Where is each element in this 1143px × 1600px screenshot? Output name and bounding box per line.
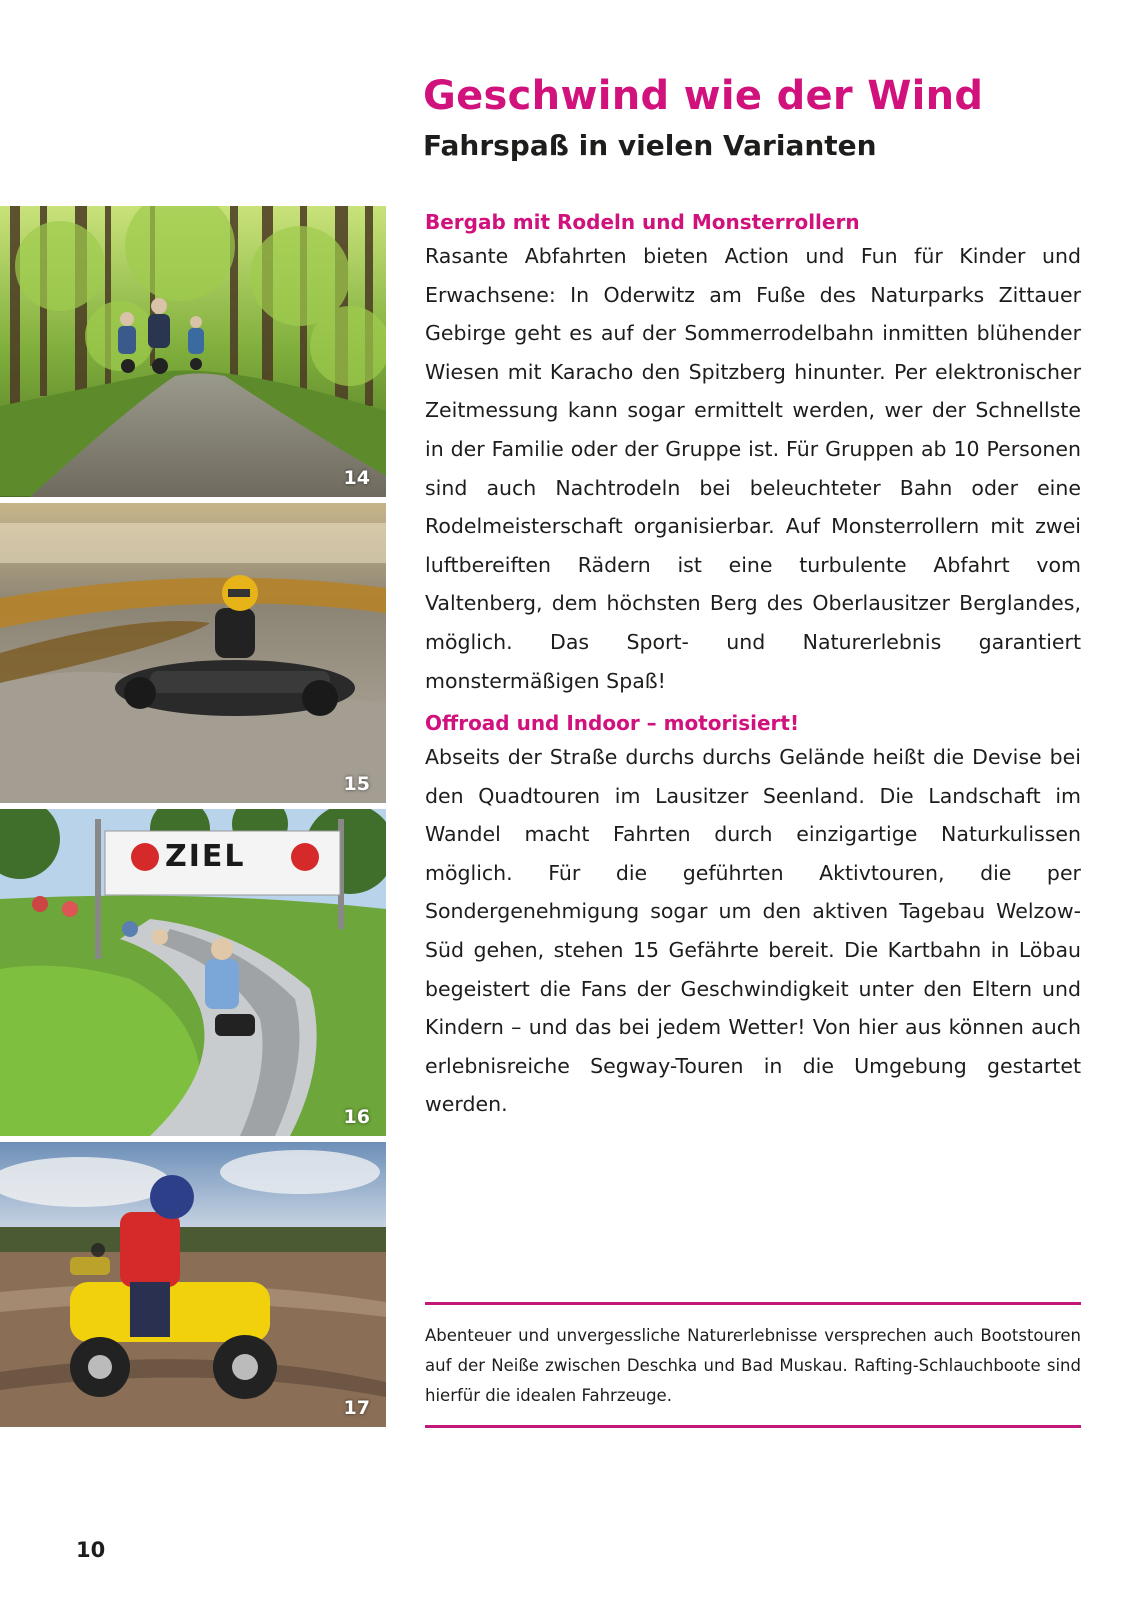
section-offroad: [425, 708, 1081, 1124]
photo-number: 16: [343, 1106, 370, 1128]
page-title: Geschwind wie der Wind: [423, 73, 984, 119]
forest-scooter-illustration: [0, 206, 386, 497]
finish-banner-text: ZIEL: [165, 839, 246, 874]
go-kart-illustration: [0, 503, 386, 803]
photo-go-kart: [0, 503, 386, 803]
photo-monster-scooter: [0, 206, 386, 497]
photo-number: 15: [343, 773, 370, 795]
section-heading: Offroad und Indoor – motorisiert!: [425, 711, 800, 735]
section-heading: Bergab mit Rodeln und Monsterrollern: [425, 210, 860, 234]
page-subtitle: Fahrspaß in vielen Varianten: [423, 129, 877, 162]
quad-illustration: [0, 1142, 386, 1427]
info-note-box: [425, 1302, 1081, 1428]
section-body: Rasante Abfahrten bieten Action und Fun für Kinder und Erwachsene: In Oderwitz am Fuße des Naturparks Zittauer Gebirge geht es auf der Sommerrodelbahn inmitten blühender Wiesen mit Karacho den Spitzberg hinunter. Per elektronischer Zeitmessung kann sogar ermittelt werden, wer der Schnellste in der Familie oder der Gruppe ist. Für Gruppen ab 10 Personen sind auch Nachtrodeln bei beleuchteter Bahn oder eine Rodelmeisterschaft organisierbar. Auf Monsterrollern mit zwei luftbereiften Rädern ist eine turbulente Abfahrt vom Valtenberg, dem höchsten Berg des Oberlausitzer Berglandes, möglich. Das Sport- und Naturerlebnis garantiert monstermäßigen Spaß!: [425, 244, 1081, 693]
photo-summer-toboggan: [0, 809, 386, 1136]
photo-quad: [0, 1142, 386, 1427]
section-rodeln: [425, 207, 1081, 700]
photo-number: 14: [343, 467, 370, 489]
section-body: Abseits der Straße durchs durchs Gelände heißt die Devise bei den Quadtouren im Lausitzer Seenland. Die Landschaft im Wandel macht Fahrten durch einzigartige Naturkulissen möglich. Für die geführten Aktivtouren, die per Sondergenehmigung sogar um den aktiven Tagebau Welzow-Süd gehen, stehen 15 Gefährte bereit. Die Kartbahn in Löbau begeistert die Fans der Geschwindigkeit unter den Eltern und Kindern – und das bei jedem Wetter! Von hier aus können auch erlebnisreiche Segway-Touren in die Umgebung gestartet werden.: [425, 745, 1081, 1117]
photo-number: 17: [343, 1397, 370, 1419]
info-note-text: Abenteuer und unvergessliche Naturerlebnisse versprechen auch Bootstouren auf der Neiße zwischen Deschka und Bad Muskau. Rafting-Schlauchboote sind hierfür die idealen Fahrzeuge.: [425, 1326, 1081, 1405]
page-number: 10: [76, 1538, 106, 1562]
